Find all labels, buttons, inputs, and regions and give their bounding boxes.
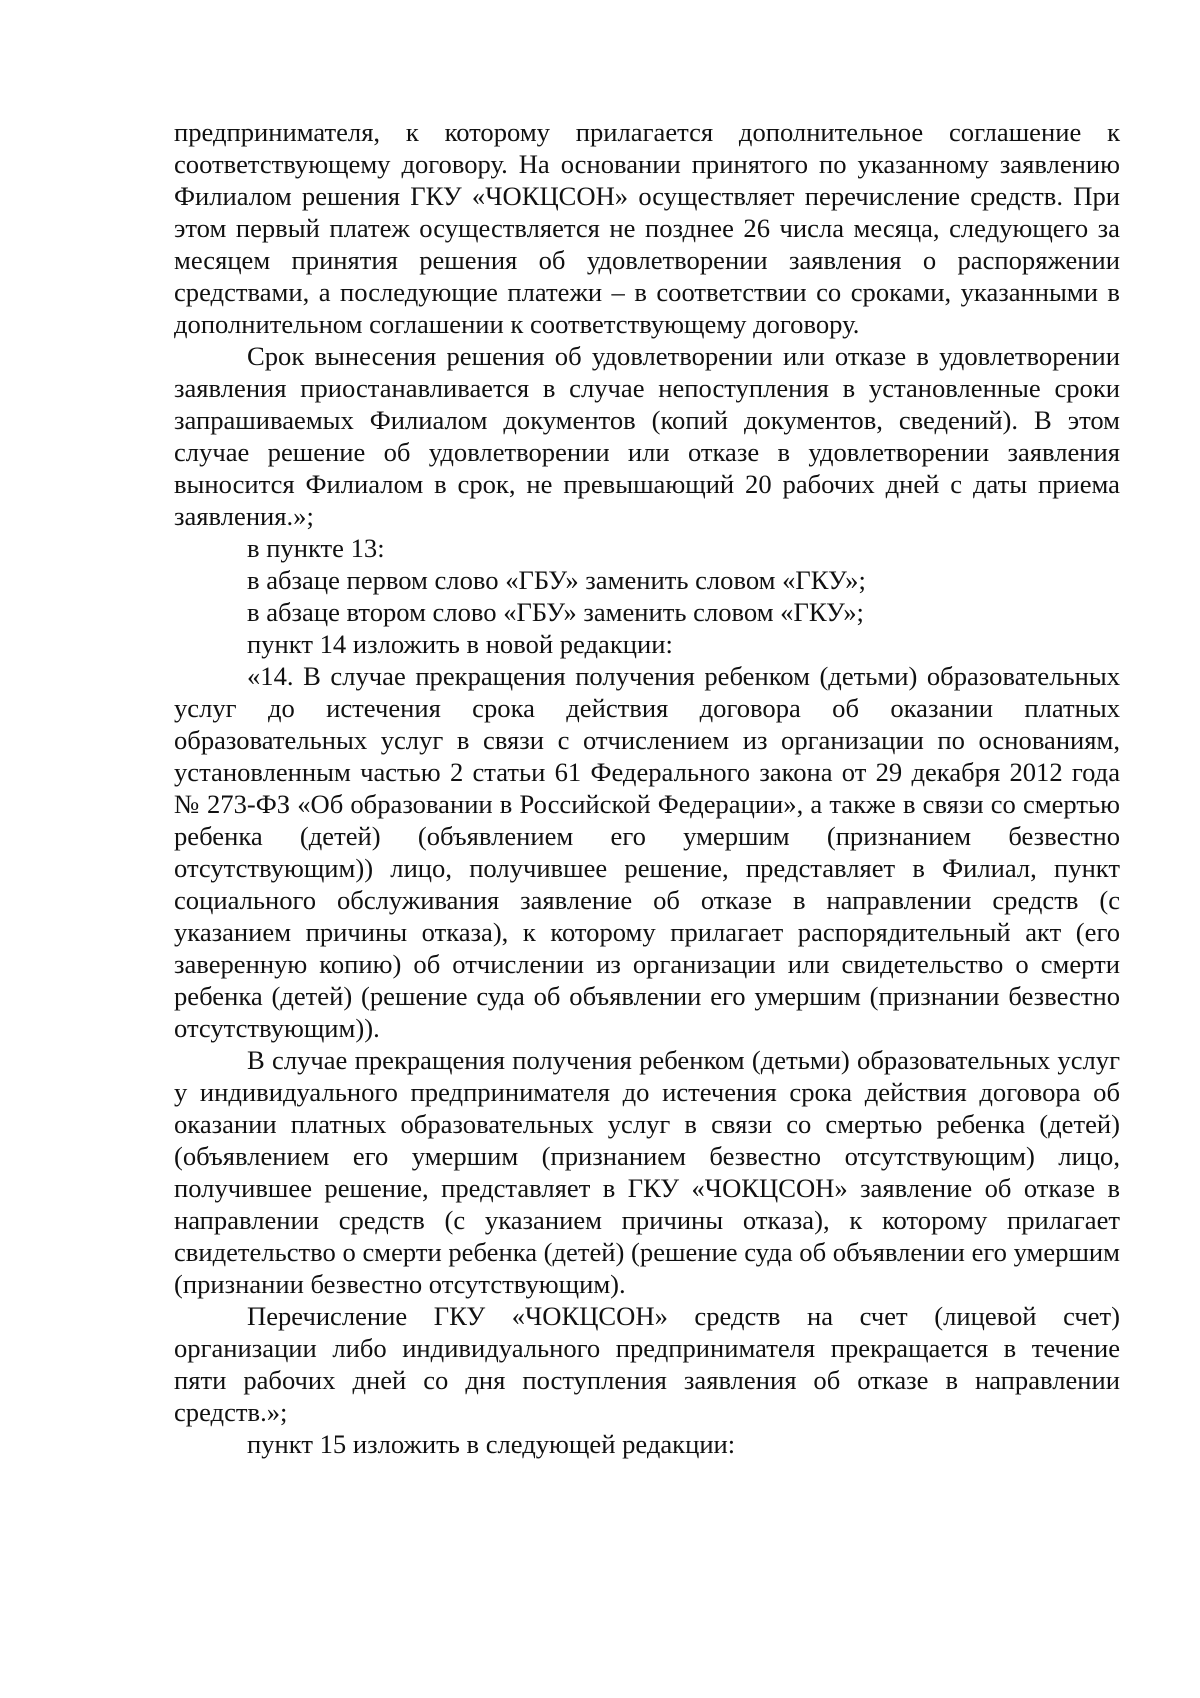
paragraph-transfer-termination: Перечисление ГКУ «ЧОКЦСОН» средств на счет (лицевой счет) организации либо индивидуального предпринимателя прекращается в течение пяти рабочих дней со дня поступления заявления об отказе в направлении средств.»; bbox=[174, 1301, 1120, 1427]
paragraph-clause-14-text: «14. В случае прекращения получения ребенком (детьми) образовательных услуг до истечения срока действия договора об оказании платных образовательных услуг в связи с отчислением из организации по основаниям, установленным частью 2 статьи 61 Федерального закона от 29 декабря 2012 года № 273-ФЗ «Об образовании в Российской Федерации», а также в связи со смертью ребенка (детей) (объявлением его умершим (признанием безвестно отсутствующим)) лицо, получившее решение, представляет в Филиал, пункт социального обслуживания заявление об отказе в направлении средств (с указанием причины отказа), к которому прилагает распорядительный акт (его заверенную копию) об отчислении из организации или свидетельство о смерти ребенка (детей) (решение суда об объявлении его умершим (признании безвестно отсутствующим)). bbox=[174, 661, 1120, 1043]
paragraph-clause-13: в пункте 13: bbox=[247, 533, 385, 563]
paragraph-clause-13-first: в абзаце первом слово «ГБУ» заменить словом «ГКУ»; bbox=[247, 565, 866, 595]
paragraph-decision-deadline: Срок вынесения решения об удовлетворении или отказе в удовлетворении заявления приостанавливается в случае непоступления в установленные сроки запрашиваемых Филиалом документов (копий документов, сведений). В этом случае решение об удовлетворении или отказе в удовлетворении заявления выносится Филиалом в срок, не превышающий 20 рабочих дней с даты приема заявления.»; bbox=[174, 341, 1120, 531]
paragraph-payment-transfer: предпринимателя, к которому прилагается дополнительное соглашение к соответствующему договору. На основании принятого по указанному заявлению Филиалом решения ГКУ «ЧОКЦСОН» осуществляет перечисление средств. При этом первый платеж осуществляется не позднее 26 числа месяца, следующего за месяцем принятия решения об удовлетворении заявления о распоряжении средствами, а последующие платежи – в соответствии со сроками, указанными в дополнительном соглашении к соответствующему договору. bbox=[174, 117, 1120, 339]
paragraph-clause-15-intro: пункт 15 изложить в следующей редакции: bbox=[247, 1429, 736, 1459]
paragraph-clause-13-second: в абзаце втором слово «ГБУ» заменить словом «ГКУ»; bbox=[247, 597, 864, 627]
document-body bbox=[174, 116, 1120, 1460]
paragraph-clause-14-intro: пункт 14 изложить в новой редакции: bbox=[247, 629, 673, 659]
paragraph-entrepreneur-case: В случае прекращения получения ребенком (детьми) образовательных услуг у индивидуального предпринимателя до истечения срока действия договора об оказании платных образовательных услуг в связи со смертью ребенка (детей) (объявлением его умершим (признанием безвестно отсутствующим) лицо, получившее решение, представляет в ГКУ «ЧОКЦСОН» заявление об отказе в направлении средств (с указанием причины отказа), к которому прилагает свидетельство о смерти ребенка (детей) (решение суда об объявлении его умершим (признании безвестно отсутствующим). bbox=[174, 1045, 1120, 1299]
